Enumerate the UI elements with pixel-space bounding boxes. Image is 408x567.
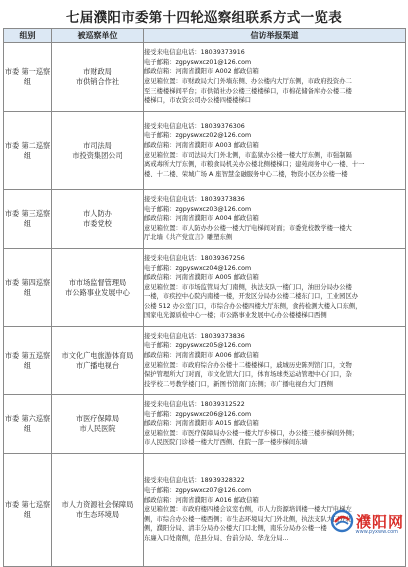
- pyxww-logo-icon: [330, 509, 354, 533]
- unit-cell: [52, 395, 144, 454]
- suggestion-box-line: 保护管理所大门对面，市文化馆大门口，体育场球类运动管理中心门口，杂: [144, 371, 352, 379]
- suggestion-box-line: 一楼，市疾控中心院内南楼一楼，开发区分局办公楼二楼东门口，工业园区办: [144, 293, 359, 301]
- group-cell: [4, 249, 52, 327]
- suggestion-box-line: 公楼 512 办公室门口，市综合办公楼四楼大厅东侧，食药检测大楼入口东侧，: [144, 302, 362, 310]
- suggestion-box-line: 意见箱位置：市财政局大门外墙东侧、办公楼内大厅东侧，市政府投资办二: [144, 78, 352, 85]
- mailbox-line: 邮政信箱：河南省濮阳市 A004 邮政信箱: [144, 215, 259, 223]
- unit-cell: [52, 190, 144, 249]
- group-cell: [4, 112, 52, 190]
- channel-cell: [144, 327, 406, 395]
- unit-name: 市供销合作社: [75, 77, 120, 86]
- email-line: 电子邮箱：zgpyswxcz07@126.com: [144, 487, 252, 495]
- unit-name: 市人民医院: [79, 424, 116, 433]
- table-row: [4, 395, 406, 454]
- phone-line: 接受来电信息电话：18039376306: [144, 122, 245, 130]
- header-group: 组别: [4, 29, 52, 43]
- site-watermark: [292, 508, 404, 534]
- channel-cell: [144, 249, 406, 327]
- table-row: [4, 190, 406, 249]
- suggestion-box-line: 楼、十二楼、荣城广场 A 座智慧金融服务中心二楼，物资小区办公楼一楼: [144, 170, 348, 178]
- phone-line: 接受来电信息电话：18039373836: [144, 196, 245, 204]
- table-row: [4, 43, 406, 112]
- suggestion-box-line: 至三楼楼梯间平台；市供销社办公楼三楼楼梯口，市棉花储备库办公楼二楼: [144, 87, 352, 95]
- table-row: [4, 249, 406, 327]
- unit-name: 市生态环境局: [75, 510, 120, 519]
- unit-name: 市人力资源社会保障局: [61, 500, 134, 509]
- table-row: [4, 327, 406, 395]
- suggestion-box-line: 意见箱位置：市司法局大门外北侧，市监狱办公楼一楼大厅东侧，市强制隔: [144, 151, 352, 159]
- channel-cell: [144, 190, 406, 249]
- header-channel: 信访举报渠道: [144, 29, 406, 43]
- unit-cell: [52, 112, 144, 190]
- unit-name: 市委党校: [83, 219, 112, 228]
- group-label: 第五巡察组: [21, 350, 51, 370]
- suggestion-box-line: 技学校二号教学楼门口，新图书馆南门东侧；市广播电视台大门西侧: [144, 380, 333, 388]
- header-unit: 被巡察单位: [52, 29, 144, 43]
- group-cell: [4, 454, 52, 567]
- suggestion-box-line: 国家电光源质检中心一楼；市公路事业发展中心办公楼楼梯口西侧: [144, 312, 327, 320]
- group-label: 市委: [4, 209, 20, 218]
- unit-name: 市投资集团公司: [72, 150, 123, 160]
- group-cell: [4, 43, 52, 112]
- mailbox-line: 邮政信箱：河南省濮阳市 A006 邮政信箱: [144, 351, 259, 359]
- group-label: 市委: [4, 67, 20, 76]
- email-line: 电子邮箱：zgpyswxcz02@126.com: [144, 132, 252, 140]
- suggestion-box-line: 楼梯口，市农资公司办公楼四楼楼梯口: [144, 97, 252, 105]
- group-label: 市委: [4, 350, 20, 360]
- email-line: 电子邮箱：zgpyswxcz06@126.com: [144, 410, 252, 418]
- unit-cell: [52, 454, 144, 567]
- unit-name: 市财政局: [83, 67, 112, 76]
- suggestion-box-line: 厅北墙《共产党宣言》雕塑东侧: [144, 234, 233, 242]
- group-label: 第二巡察组: [21, 140, 51, 160]
- email-line: 电子邮箱：zgpyswxcz04@126.com: [144, 264, 252, 272]
- group-label: 市委: [4, 277, 20, 287]
- unit-name: 市医疗保障局: [75, 414, 120, 423]
- mailbox-line: 邮政信箱：河南省濮阳市 A015 邮政信箱: [144, 420, 259, 428]
- email-line: 电子邮箱：zgpyswxcz05@126.com: [144, 342, 252, 350]
- suggestion-box-line: 侧，市综合办公楼一楼西侧；市生态环境局大门外北侧，执法支队大门外北: [144, 515, 352, 523]
- channel-cell: [144, 112, 406, 190]
- table-header-row: [4, 29, 406, 43]
- unit-cell: [52, 327, 144, 395]
- phone-line: 接受来电信息电话：18039373836: [144, 332, 245, 340]
- suggestion-box-line: 意见箱位置：市医疗保障局办公楼一楼大厅步梯口，办公楼三楼步梯间外侧；: [144, 429, 359, 437]
- unit-name: 市市场监督管理局: [68, 277, 127, 287]
- phone-line: 接受来电信息电话：18039367256: [144, 254, 245, 262]
- watermark-url: www.pyxww.com: [355, 529, 398, 535]
- unit-name: 市文化广电旅游体育局: [61, 350, 134, 360]
- group-cell: [4, 190, 52, 249]
- mailbox-line: 邮政信箱：河南省濮阳市 A016 邮政信箱: [144, 496, 259, 504]
- phone-line: 接受来电信息电话：18939328322: [144, 477, 245, 485]
- channel-cell: [144, 43, 406, 112]
- unit-name: 市司法局: [83, 140, 112, 150]
- suggestion-box-line: 意见箱位置：市政府楼四楼会议室右侧，市人力资源培训楼一楼大厅电梯左: [144, 506, 352, 514]
- contact-table: [3, 28, 406, 567]
- unit-name: 市广播电视台: [75, 360, 120, 370]
- phone-line: 接受来电信息电话：18039373916: [144, 49, 245, 57]
- phone-line: 接受来电信息电话：18039312522: [144, 401, 245, 409]
- group-label: 第四巡察组: [21, 277, 51, 297]
- unit-cell: [52, 249, 144, 327]
- group-label: 市委: [4, 414, 20, 423]
- group-cell: [4, 327, 52, 395]
- mailbox-line: 邮政信箱：河南省濮阳市 A002 邮政信箱: [144, 68, 259, 76]
- unit-name: 市公路事业发展中心: [65, 287, 130, 297]
- suggestion-box-line: 意见箱位置：市政府综合办公楼十二楼楼梯口，戚城历史陈列馆门口，文物: [144, 361, 352, 369]
- table-row: [4, 112, 406, 190]
- mailbox-line: 邮政信箱：河南省濮阳市 A005 邮政信箱: [144, 274, 259, 282]
- suggestion-box-line: 意见箱位置：市人防办办公楼一楼大厅电梯间对面；市委党校教学楼一楼大: [144, 224, 352, 232]
- suggestion-box-line: 东廉入口处南侧，范县分局、台前分局、华龙分局...: [144, 534, 289, 542]
- watermark-text: 濮阳网: [355, 512, 404, 531]
- suggestion-box-line: 离戒毒所大厅东侧，市粮食局机关办公楼北侧楼梯口；建苑商务中心一楼、十一: [144, 161, 365, 169]
- group-label: 第一巡察组: [21, 67, 51, 86]
- suggestion-box-line: 侧，濮阳分局、清丰分局办公楼大门口北侧，南乐分局办公楼一楼: [144, 525, 327, 533]
- suggestion-box-line: 市人民医院门诊楼一楼大厅西侧、住院一部一楼步梯间东墙: [144, 439, 308, 447]
- group-label: 第三巡察组: [21, 209, 51, 228]
- page-title: 七届濮阳市委第十四轮巡察组联系方式一览表: [66, 10, 342, 26]
- unit-cell: [52, 43, 144, 112]
- group-label: 市委: [4, 140, 20, 150]
- group-cell: [4, 395, 52, 454]
- unit-name: 市人防办: [83, 209, 112, 218]
- group-label: 第七巡察组: [21, 500, 51, 519]
- group-label: 第六巡察组: [21, 414, 51, 433]
- suggestion-box-line: 意见箱位置：市市场监管局大门南侧，执法支队一楼门口，油田分局办公楼: [144, 283, 352, 291]
- email-line: 电子邮箱：zgpyswxcz01@126.com: [144, 58, 252, 66]
- email-line: 电子邮箱：zgpyswxcz03@126.com: [144, 205, 252, 213]
- channel-cell: [144, 395, 406, 454]
- group-label: 市委: [4, 500, 20, 509]
- mailbox-line: 邮政信箱：河南省濮阳市 A003 邮政信箱: [144, 141, 259, 149]
